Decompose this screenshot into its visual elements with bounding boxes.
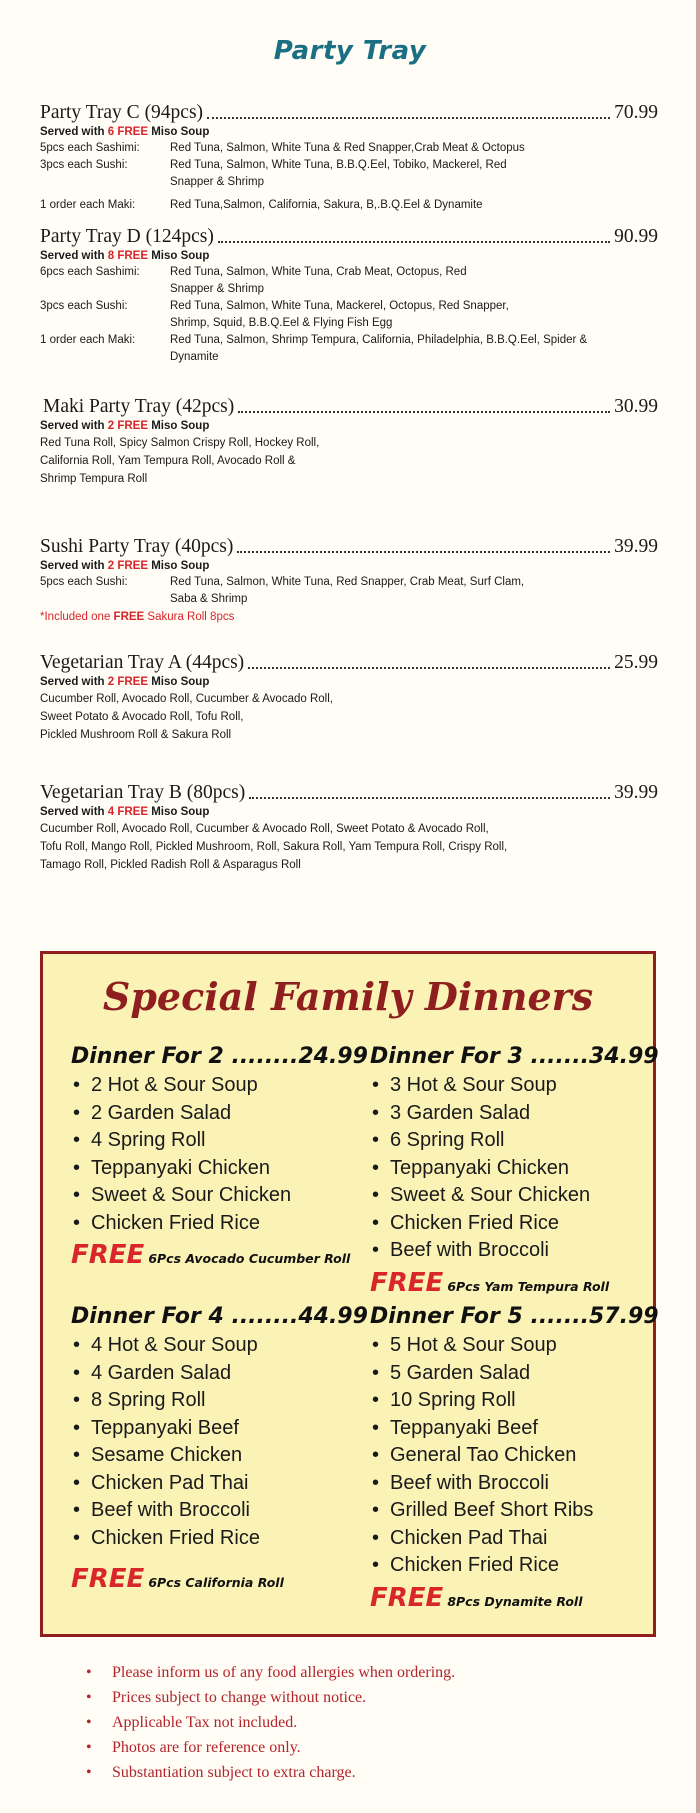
served-with: Served with 6 FREE Miso Soup (40, 126, 210, 138)
tray-row: 5pcs each Sushi: Red Tuna, Salmon, White Tuna, Red Snapper, Crab Meat, Surf Clam, Saba & Shrimp (40, 576, 525, 605)
dinner-item: • 6 Spring Roll (370, 1127, 660, 1155)
dinner-items (370, 1072, 660, 1265)
tray-name: Party Tray D (124pcs) (40, 226, 214, 247)
family-dinners-title: Special Family Dinners (102, 974, 594, 1019)
dinner-header: Dinner For 2 ........24.99 (71, 1044, 368, 1069)
tray-line (40, 536, 658, 558)
dinner-item: • Chicken Fried Rice (370, 1210, 660, 1238)
tray-contents: Tamago Roll, Pickled Radish Roll & Asparagus Roll (40, 859, 301, 871)
family-dinners-box (40, 951, 659, 1637)
dinner-item: • 4 Hot & Sour Soup (71, 1332, 361, 1360)
leader-dots (248, 667, 610, 669)
tray-line (40, 782, 658, 804)
free-soup-count: 6 FREE (107, 126, 149, 138)
dinner-item: • 2 Garden Salad (71, 1100, 361, 1128)
tray-line (40, 102, 658, 124)
tray-contents: Red Tuna Roll, Spicy Salmon Crispy Roll, Hockey Roll, (40, 437, 320, 449)
tray-vegetarian-b (40, 782, 658, 874)
tray-price: 90.99 (614, 226, 658, 247)
tray-name: Vegetarian Tray B (80pcs) (40, 782, 246, 803)
party-tray-list (40, 102, 658, 874)
dinner-item: • 5 Garden Salad (370, 1360, 660, 1388)
tray-contents: California Roll, Yam Tempura Roll, Avocado Roll & (40, 455, 296, 467)
free-roll-line: FREE 6Pcs California Roll (71, 1564, 284, 1594)
leader-dots (238, 411, 610, 413)
free-soup-count: 2 FREE (107, 560, 149, 572)
dinner-item: • 10 Spring Roll (370, 1387, 660, 1415)
dinner-items (71, 1332, 361, 1552)
tray-row: 6pcs each Sashimi: Red Tuna, Salmon, White Tuna, Crab Meat, Octopus, Red Snapper & Shrimp (40, 266, 467, 295)
tray-sushi (40, 536, 658, 652)
dinner-item: • Chicken Fried Rice (71, 1210, 361, 1238)
tray-name: Maki Party Tray (42pcs) (43, 396, 235, 417)
tray-maki (40, 396, 658, 536)
dinner-item: • Teppanyaki Chicken (71, 1155, 361, 1183)
policy-note: • Applicable Tax not included. (86, 1710, 455, 1735)
served-with: Served with 4 FREE Miso Soup (40, 806, 210, 818)
dinner-item: • Beef with Broccoli (370, 1470, 660, 1498)
served-with: Served with 2 FREE Miso Soup (40, 420, 210, 432)
leader-dots (207, 117, 610, 119)
free-roll-line: FREE 8Pcs Dynamite Roll (370, 1582, 583, 1613)
free-roll-line: FREE 6Pcs Avocado Cucumber Roll (71, 1240, 351, 1270)
dinner-item: • Teppanyaki Chicken (370, 1155, 660, 1183)
dinner-item: • 2 Hot & Sour Soup (71, 1072, 361, 1100)
tray-price: 30.99 (614, 396, 658, 417)
dinner-items (71, 1072, 361, 1237)
policy-note: • Substantiation subject to extra charge. (86, 1760, 455, 1785)
dinner-header: Dinner For 5 .......57.99 (370, 1304, 659, 1329)
policy-notes (86, 1660, 455, 1785)
tray-contents: Tofu Roll, Mango Roll, Pickled Mushroom, Roll, Sakura Roll, Yam Tempura Roll, Crispy Roll, (40, 841, 508, 853)
dinner-for-4 (71, 1302, 368, 1594)
dinner-item: • Chicken Fried Rice (71, 1525, 361, 1553)
free-roll-note: *Included one FREE Sakura Roll 8pcs (40, 611, 235, 623)
tray-price: 70.99 (614, 102, 658, 123)
leader-dots (218, 241, 610, 243)
served-with: Served with 2 FREE Miso Soup (40, 560, 210, 572)
tray-row: 1 order each Maki: Red Tuna, Salmon, Shrimp Tempura, California, Philadelphia, B.B.Q.Eel, Spider & Dynamite (40, 334, 588, 363)
dinner-for-2 (71, 1042, 368, 1270)
tray-name: Sushi Party Tray (40pcs) (40, 536, 234, 557)
dinner-for-5 (370, 1302, 660, 1613)
dinner-header: Dinner For 3 .......34.99 (370, 1044, 659, 1069)
tray-contents: Cucumber Roll, Avocado Roll, Cucumber & Avocado Roll, (40, 693, 333, 705)
tray-vegetarian-a (40, 652, 658, 782)
tray-line (40, 396, 658, 418)
tray-price: 39.99 (614, 536, 658, 557)
dinner-item: • Chicken Fried Rice (370, 1552, 660, 1580)
dinner-item: • 3 Garden Salad (370, 1100, 660, 1128)
dinner-item: • General Tao Chicken (370, 1442, 660, 1470)
leader-dots (237, 551, 610, 553)
policy-note: • Prices subject to change without notice. (86, 1685, 455, 1710)
policy-note: • Please inform us of any food allergies when ordering. (86, 1660, 455, 1685)
tray-c (40, 102, 658, 226)
dinner-item: • 4 Spring Roll (71, 1127, 361, 1155)
dinner-item: • Beef with Broccoli (71, 1497, 361, 1525)
tray-line (40, 652, 658, 674)
free-soup-count: 8 FREE (107, 250, 149, 262)
dinner-item: • 8 Spring Roll (71, 1387, 361, 1415)
page-edge (696, 0, 700, 1813)
leader-dots (249, 797, 610, 799)
served-with: Served with 8 FREE Miso Soup (40, 250, 210, 262)
tray-line (40, 226, 658, 248)
tray-d (40, 226, 658, 396)
dinner-item: • Chicken Pad Thai (71, 1470, 361, 1498)
dinner-item: • Grilled Beef Short Ribs (370, 1497, 660, 1525)
tray-row: 3pcs each Sushi: Red Tuna, Salmon, White Tuna, B.B.Q.Eel, Tobiko, Mackerel, Red Snapper & Shrimp (40, 159, 507, 188)
dinner-items (370, 1332, 660, 1580)
tray-price: 39.99 (614, 782, 658, 803)
free-soup-count: 4 FREE (107, 806, 149, 818)
tray-row: 3pcs each Sushi: Red Tuna, Salmon, White Tuna, Mackerel, Octopus, Red Snapper, Shrimp, Squid, B.B.Q.Eel & Flying Fish Egg (40, 300, 509, 329)
free-soup-count: 2 FREE (107, 420, 149, 432)
tray-contents: Pickled Mushroom Roll & Sakura Roll (40, 729, 232, 741)
dinner-item: • 3 Hot & Sour Soup (370, 1072, 660, 1100)
tray-contents: Shrimp Tempura Roll (40, 473, 148, 485)
tray-row: 5pcs each Sashimi: Red Tuna, Salmon, White Tuna & Red Snapper,Crab Meat & Octopus (40, 142, 525, 154)
tray-name: Vegetarian Tray A (44pcs) (40, 652, 245, 673)
dinner-item: • 4 Garden Salad (71, 1360, 361, 1388)
dinner-item: • Sweet & Sour Chicken (71, 1182, 361, 1210)
dinner-item: • Beef with Broccoli (370, 1237, 660, 1265)
dinner-header: Dinner For 4 ........44.99 (71, 1304, 368, 1329)
dinner-item: • Chicken Pad Thai (370, 1525, 660, 1553)
page-title: Party Tray (273, 36, 427, 66)
tray-row: 1 order each Maki: Red Tuna,Salmon, California, Sakura, B,.B.Q.Eel & Dynamite (40, 199, 483, 211)
tray-name: Party Tray C (94pcs) (40, 102, 204, 123)
tray-contents: Sweet Potato & Avocado Roll, Tofu Roll, (40, 711, 244, 723)
free-soup-count: 2 FREE (107, 676, 149, 688)
dinner-for-3 (370, 1042, 660, 1298)
tray-price: 25.99 (614, 652, 658, 673)
dinner-item: • Sweet & Sour Chicken (370, 1182, 660, 1210)
dinner-item: • Teppanyaki Beef (370, 1415, 660, 1443)
dinner-item: • Teppanyaki Beef (71, 1415, 361, 1443)
dinner-item: • 5 Hot & Sour Soup (370, 1332, 660, 1360)
served-with: Served with 2 FREE Miso Soup (40, 676, 210, 688)
free-roll-line: FREE 6Pcs Yam Tempura Roll (370, 1267, 610, 1298)
tray-contents: Cucumber Roll, Avocado Roll, Cucumber & Avocado Roll, Sweet Potato & Avocado Roll, (40, 823, 489, 835)
dinner-item: • Sesame Chicken (71, 1442, 361, 1470)
policy-note: • Photos are for reference only. (86, 1735, 455, 1760)
